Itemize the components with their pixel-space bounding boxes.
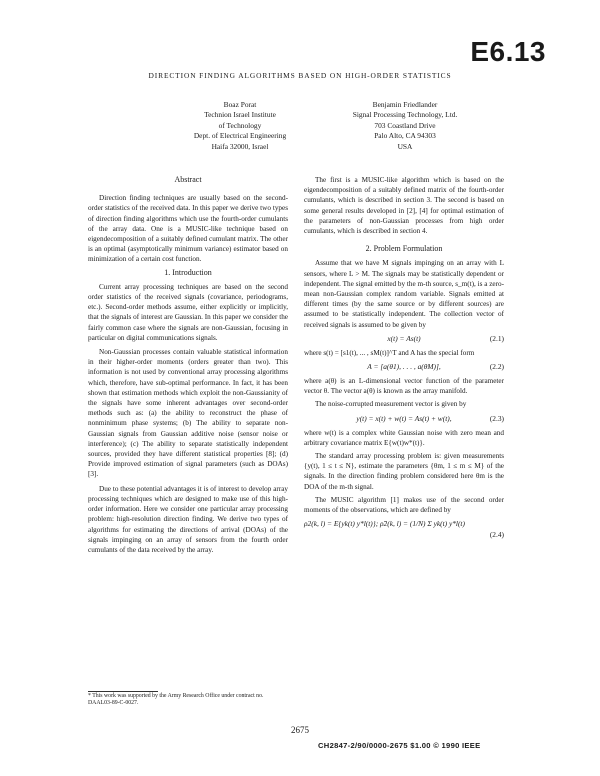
- page-number: 2675: [291, 725, 309, 735]
- left-column: [88, 175, 288, 555]
- intro-paragraph: Due to these potential advantages it is of interest to develop array processing techniques which are designed to make use of this high-order information. Here we consider one particular array processing problem: high-resolution direction finding. We derive two types of algorithms for estimating the directions of arrival (DOAs) of the signals impinging on an array of sensors from the fourth order cumulants of the data received by the array.: [88, 484, 288, 554]
- equation-number: (2.1): [489, 333, 504, 343]
- equation-2-1: [304, 334, 504, 346]
- problem-paragraph: The noise-corrupted measurement vector is given by: [315, 400, 467, 409]
- author-block-2: [310, 100, 500, 152]
- introduction-heading: 1. Introduction: [164, 267, 212, 277]
- equation-number: (2.2): [489, 362, 504, 372]
- problem-paragraph: Assume that we have M signals impinging on an array with L sensors, where L > M. The signals may be statistically dependent or independent. The signal emitted by the m-th source, s_m(t), is a zero-mean non-Gaussian complex random variable. Signals emitted at different times (by the same source or by different sources) are assumed to be statistically independent. The collection vector of received signals is assumed to be given by: [304, 259, 504, 329]
- author-affiliation: Technion Israel Institute: [204, 110, 276, 120]
- equation-number: (2.4): [489, 530, 504, 540]
- equation-body: x(t) = As(t): [387, 333, 421, 343]
- intro-continuation: The first is a MUSIC-like algorithm which is based on the eigendecomposition of a suitably defined matrix of the fourth-order cumulants, which is described in section 3. The second is based on some general results developed in [2], [4] for optimal estimation of the parameters of non-Gaussian processes from high order cumulants, which is described in section 4.: [304, 176, 504, 236]
- abstract-text: Direction finding techniques are usually based on the second-order statistics of the received data. In this paper we derive two types of direction finding algorithms which use the fourth-order cumulants of the array data. One is a MUSIC-like technique based on eigendecomposition of a suitably defined cumulant matrix. The other is an optimal (asymptotically minimum variance) estimator based on minimization of a certain cost function.: [88, 194, 288, 264]
- author-affiliation: of Technology: [218, 120, 262, 130]
- author-name: Benjamin Friedlander: [372, 100, 438, 109]
- author-affiliation: USA: [397, 141, 413, 151]
- author-affiliation: Dept. of Electrical Engineering: [193, 131, 287, 141]
- author-affiliation: Signal Processing Technology, Ltd.: [352, 110, 458, 120]
- equation-body: A = [a(θ1), . . . , a(θM)],: [367, 362, 441, 372]
- equation-2-4: [304, 519, 504, 541]
- abstract-heading: Abstract: [174, 175, 202, 184]
- author-affiliation: Palo Alto, CA 94303: [374, 131, 436, 141]
- equation-body: ρ2(k, l) = E{yk(t) y*l(t)}; ρ̂2(k, l) = (1/N) Σ yk(t) y*l(t): [304, 519, 465, 529]
- author-affiliation: Haifa 32000, Israel: [211, 141, 269, 151]
- author-affiliation: 703 Coastland Drive: [374, 120, 436, 130]
- problem-paragraph: where s(t) = [s1(t), ... , sM(t)]^T and A has the special form: [304, 348, 475, 357]
- footnote: * This work was supported by the Army Research Office under contract no. DAAL03-89-C-0027.: [88, 693, 264, 707]
- right-column: [304, 175, 504, 541]
- paper-title: DIRECTION FINDING ALGORITHMS BASED ON HIGH-ORDER STATISTICS: [148, 71, 452, 80]
- footnote-rule: [88, 691, 158, 692]
- equation-body: y(t) = x(t) + w(t) = As(t) + w(t),: [356, 413, 452, 423]
- problem-paragraph: where w(t) is a complex white Gaussian noise with zero mean and arbitrary covariance matrix E{w(t)w*(t)}.: [304, 428, 504, 447]
- problem-paragraph: The MUSIC algorithm [1] makes use of the second order moments of the observations, which are defined by: [304, 495, 504, 515]
- equation-2-2: [304, 362, 504, 374]
- problem-heading: 2. Problem Formulation: [365, 244, 443, 254]
- author-block-1: [150, 100, 330, 152]
- intro-paragraph: Non-Gaussian processes contain valuable statistical information in their higher-order moments (orders greater than two). This information is not used by conventional array processing algorithms which, therefore, have sub-optimal performance. In fact, it has been shown that estimation methods which exploit the non-Gaussianity of the signals have some inherent advantages over second-order methods such as: (a) the ability to reconstruct the phase of nonminimum phase systems; (b) The ability to separate non-Gaussian signals from Gaussian additive noise (sensor noise or interference); (c) The ability to separate statistically independent sources, provided they have different statistical properties [8]; (d) Provide improved estimation of signal parameters (such as DOAs) [3].: [88, 348, 288, 479]
- author-name: Boaz Porat: [223, 100, 257, 109]
- copyright-line: CH2847-2/90/0000-2675 $1.00 © 1990 IEEE: [318, 741, 481, 750]
- problem-paragraph: The standard array processing problem is: given measurements {y(t), 1 ≤ t ≤ N}, estimate the parameters {θm, 1 ≤ m ≤ M} of the signals. In the direction finding problem considered here θm is the DOA of the m-th signal.: [304, 452, 504, 491]
- equation-2-3: [304, 414, 504, 426]
- session-code: E6.13: [470, 36, 546, 67]
- equation-number: (2.3): [489, 413, 504, 423]
- intro-paragraph: Current array processing techniques are based on the second order statistics of the received signals (covariance, periodograms, etc.). Second-order methods assume, either explicitly or implicitly, that the signals of interest are Gaussian. In this paper we consider the fairly common case where the signals are non-Gaussian, focusing in particular on digital communications signals.: [88, 282, 288, 342]
- problem-paragraph: where a(θ) is an L-dimensional vector function of the parameter vector θ. The vector a(θ) is known as the array manifold.: [304, 377, 504, 396]
